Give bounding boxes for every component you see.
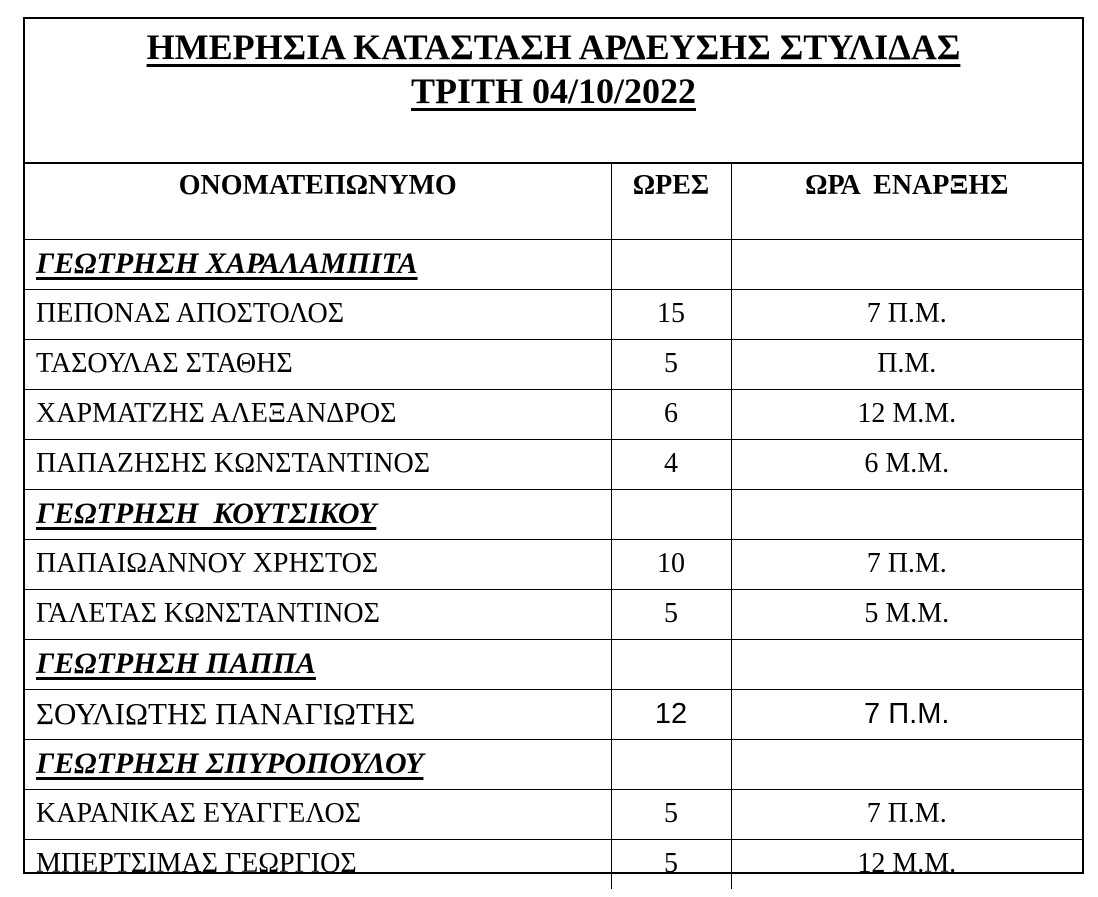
table-row: [25, 789, 1082, 839]
irrigation-schedule-sheet: [23, 17, 1084, 879]
section-title: ΓΕΩΤΡΗΣΗ ΠΑΠΠΑ: [25, 639, 611, 689]
table-row: [25, 689, 1082, 739]
section-title: ΓΕΩΤΡΗΣΗ ΚΟΥΤΣΙΚΟΥ: [25, 489, 611, 539]
table-row: [25, 539, 1082, 589]
person-name: ΠΑΠΑΖΗΣΗΣ ΚΩΝΣΤΑΝΤΙΝΟΣ: [25, 439, 611, 489]
hours-cell: 5: [611, 589, 731, 639]
hours-cell: 12: [611, 689, 731, 739]
start-time-cell: 6 Μ.Μ.: [731, 439, 1082, 489]
person-name: ΣΟΥΛΙΩΤΗΣ ΠΑΝΑΓΙΩΤΗΣ: [25, 689, 611, 739]
start-time-cell: 7 Π.Μ.: [731, 289, 1082, 339]
section-row: [25, 239, 1082, 289]
person-name: ΠΑΠΑΙΩΑΝΝΟΥ ΧΡΗΣΤΟΣ: [25, 539, 611, 589]
table-row: [25, 339, 1082, 389]
person-name: ΧΑΡΜΑΤΖΗΣ ΑΛΕΞΑΝΔΡΟΣ: [25, 389, 611, 439]
hours-cell: 5: [611, 789, 731, 839]
start-time-cell: 7 Π.Μ.: [731, 689, 1082, 739]
hours-cell: 15: [611, 289, 731, 339]
section-title: ΓΕΩΤΡΗΣΗ ΣΠΥΡΟΠΟΥΛΟΥ: [25, 739, 611, 789]
hours-cell: 6: [611, 389, 731, 439]
section-row: [25, 639, 1082, 689]
section-row: [25, 739, 1082, 789]
start-time-cell: 12 Μ.Μ.: [731, 389, 1082, 439]
document-title: ΗΜΕΡΗΣΙΑ ΚΑΤΑΣΤΑΣΗ ΑΡΔΕΥΣΗΣ ΣΤΥΛΙΔΑΣ: [146, 27, 961, 67]
person-name: ΠΕΠΟΝΑΣ ΑΠΟΣΤΟΛΟΣ: [25, 289, 611, 339]
header-hours: ΩΡΕΣ: [611, 162, 731, 239]
person-name: ΚΑΡΑΝΙΚΑΣ ΕΥΑΓΓΕΛΟΣ: [25, 789, 611, 839]
hours-cell: 5: [611, 839, 731, 889]
hours-cell: 5: [611, 339, 731, 389]
table-row: [25, 839, 1082, 889]
table-row: [25, 389, 1082, 439]
person-name: ΓΑΛΕΤΑΣ ΚΩΝΣΤΑΝΤΙΝΟΣ: [25, 589, 611, 639]
header-row: [25, 162, 1082, 239]
start-time-cell: 7 Π.Μ.: [731, 789, 1082, 839]
header-name: ΟΝΟΜΑΤΕΠΩΝΥΜΟ: [25, 162, 611, 239]
schedule-table: [25, 162, 1082, 889]
person-name: ΜΠΕΡΤΣΙΜΑΣ ΓΕΩΡΓΙΟΣ: [25, 839, 611, 889]
start-time-cell: Π.Μ.: [731, 339, 1082, 389]
title-block: [25, 19, 1082, 164]
person-name: ΤΑΣΟΥΛΑΣ ΣΤΑΘΗΣ: [25, 339, 611, 389]
document-date: ΤΡΙΤΗ 04/10/2022: [410, 71, 697, 111]
section-title: ΓΕΩΤΡΗΣΗ ΧΑΡΑΛΑΜΠΙΤΑ: [25, 239, 611, 289]
start-time-cell: 5 Μ.Μ.: [731, 589, 1082, 639]
hours-cell: 4: [611, 439, 731, 489]
table-row: [25, 439, 1082, 489]
section-row: [25, 489, 1082, 539]
table-row: [25, 589, 1082, 639]
start-time-cell: 12 Μ.Μ.: [731, 839, 1082, 889]
table-row: [25, 289, 1082, 339]
hours-cell: 10: [611, 539, 731, 589]
header-start-time: ΩΡΑ ΕΝΑΡΞΗΣ: [731, 162, 1082, 239]
start-time-cell: 7 Π.Μ.: [731, 539, 1082, 589]
